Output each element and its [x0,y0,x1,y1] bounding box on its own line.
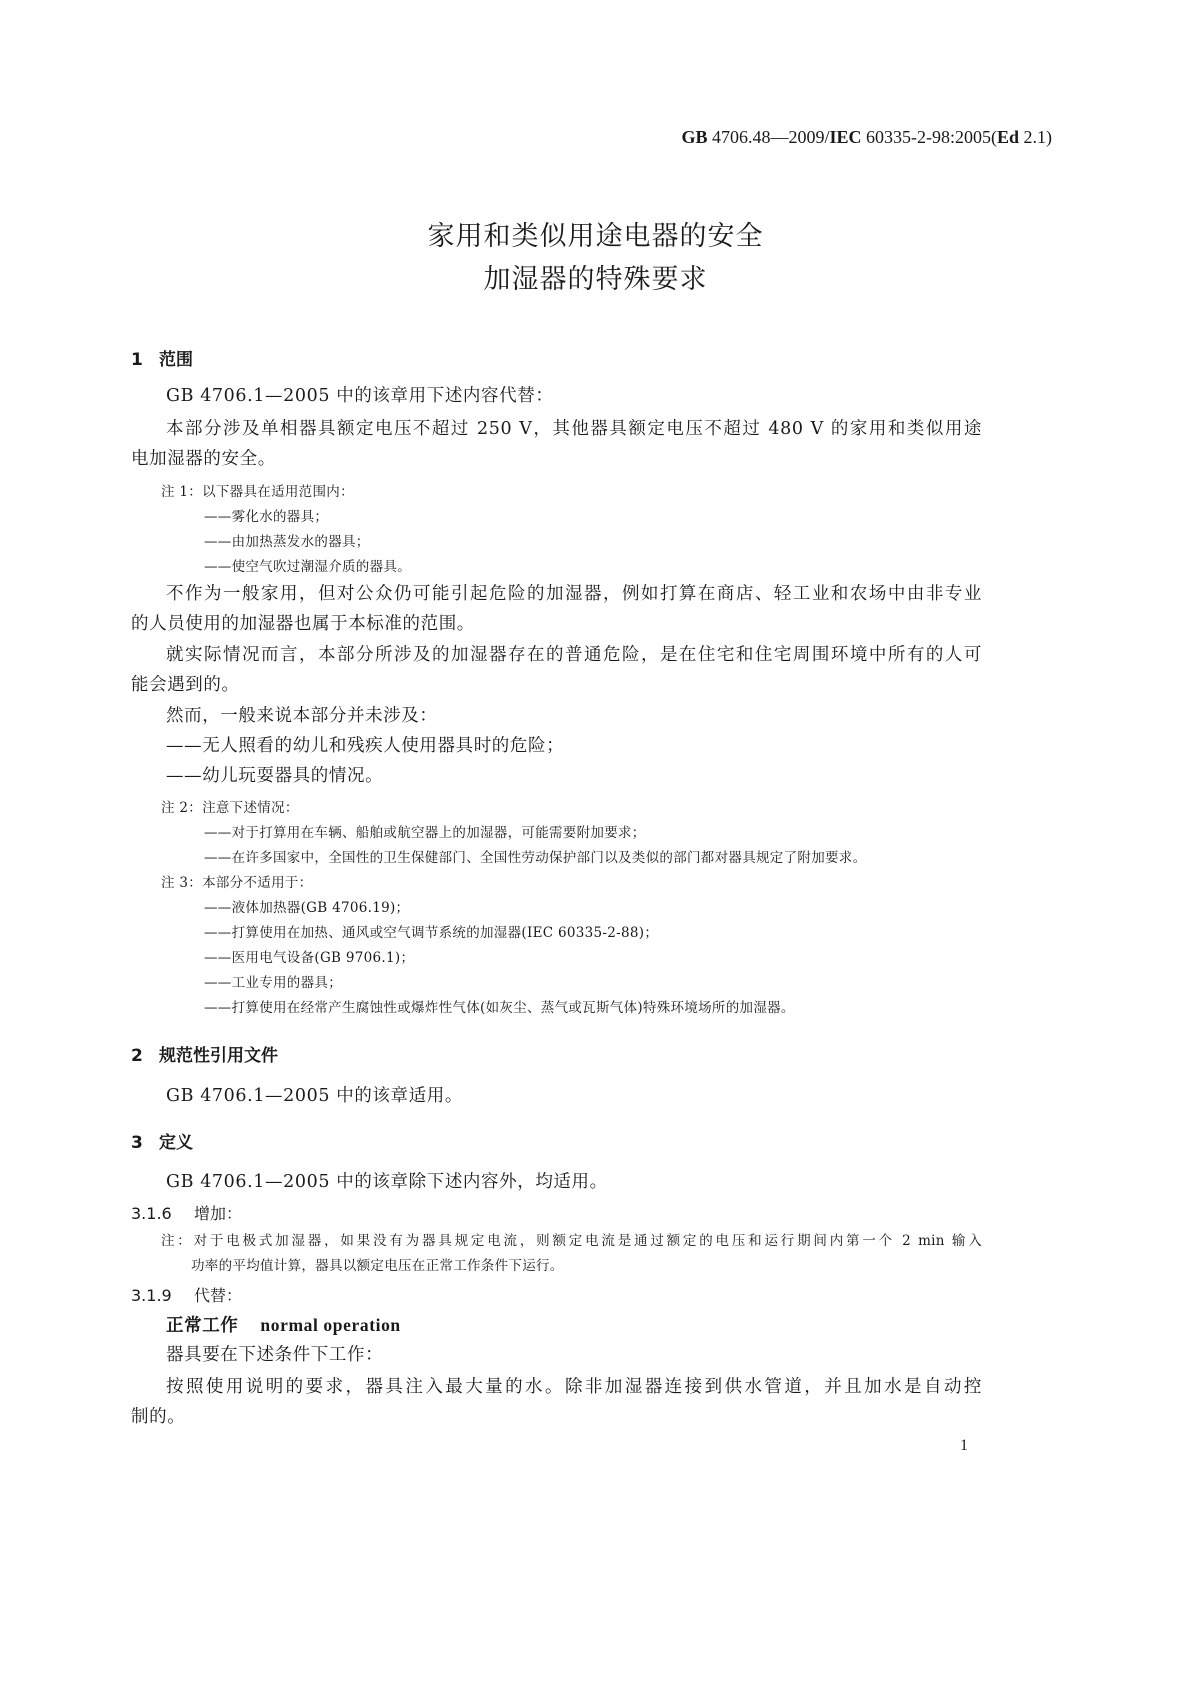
paragraph: GB 4706.1—2005 中的该章用下述内容代替： [166,386,554,406]
note-item: ——由加热蒸发水的器具； [204,534,370,550]
section-2-heading: 2 规范性引用文件 [131,1046,278,1066]
note-3: 注 3：本部分不适用于： [161,875,313,891]
paragraph: 本部分涉及单相器具额定电压不超过 250 V，其他器具额定电压不超过 480 V 的家用和类似用途 [166,419,982,439]
paragraph: 电加湿器的安全。 [131,449,276,469]
clause-3-1-6-note: 注：对于电极式加湿器，如果没有为器具规定电流，则额定电流是通过额定的电压和运行期间内第一个 2 min 输入 [161,1233,982,1249]
note-item: ——液体加热器(GB 4706.19)； [204,900,410,916]
paragraph: GB 4706.1—2005 中的该章除下述内容外，均适用。 [166,1172,608,1192]
paragraph: 不作为一般家用，但对公众仍可能引起危险的加湿器，例如打算在商店、轻工业和农场中由非专业 [166,584,982,604]
note-item: ——打算使用在经常产生腐蚀性或爆炸性气体(如灰尘、蒸气或瓦斯气体)特殊环境场所的加湿器。 [204,1000,795,1016]
clause-3-1-6: 3.1.6 增加： [131,1204,243,1223]
paragraph: 能会遇到的。 [131,675,240,695]
list-item: ——幼儿玩耍器具的情况。 [166,766,384,786]
section-1-heading: 1 范围 [131,350,193,370]
page-number: 1 [960,1437,968,1454]
clause-3-1-9: 3.1.9 代替： [131,1286,243,1305]
paragraph: 的人员使用的加湿器也属于本标准的范围。 [131,614,475,634]
note-item: ——打算使用在加热、通风或空气调节系统的加湿器(IEC 60335-2-88)； [204,925,659,941]
paragraph: 器具要在下述条件下工作： [166,1345,384,1365]
note-item: ——雾化水的器具； [204,509,329,525]
document-title-line2: 加湿器的特殊要求 [483,264,708,295]
note-item: ——在许多国家中，全国性的卫生保健部门、全国性劳动保护部门以及类似的部门都对器具规定了附加要求。 [204,850,867,866]
note-item: ——医用电气设备(GB 9706.1)； [204,950,415,966]
note-1: 注 1：以下器具在适用范围内： [161,484,354,500]
paragraph: 制的。 [131,1407,186,1427]
term-normal-operation: 正常工作 normal operation [166,1315,401,1336]
document-title-line1: 家用和类似用途电器的安全 [427,221,764,252]
list-item: ——无人照看的幼儿和残疾人使用器具时的危险； [166,736,565,756]
standard-number-header: GB 4706.48—2009/IEC 60335-2-98:2005(Ed 2.1) [681,127,1052,147]
paragraph: 按照使用说明的要求，器具注入最大量的水。除非加湿器连接到供水管道，并且加水是自动控 [166,1377,982,1397]
paragraph: GB 4706.1—2005 中的该章适用。 [166,1086,463,1106]
paragraph: 就实际情况而言，本部分所涉及的加湿器存在的普通危险，是在住宅和住宅周围环境中所有的人可 [166,645,982,665]
section-3-heading: 3 定义 [131,1133,193,1153]
note-2: 注 2：注意下述情况： [161,800,299,816]
paragraph: 然而，一般来说本部分并未涉及： [166,706,438,726]
note-item: ——使空气吹过潮湿介质的器具。 [204,559,411,575]
note-item: ——对于打算用在车辆、船舶或航空器上的加湿器，可能需要附加要求； [204,825,646,841]
clause-3-1-6-note-cont: 功率的平均值计算，器具以额定电压在正常工作条件下运行。 [191,1258,564,1274]
note-item: ——工业专用的器具； [204,975,342,991]
